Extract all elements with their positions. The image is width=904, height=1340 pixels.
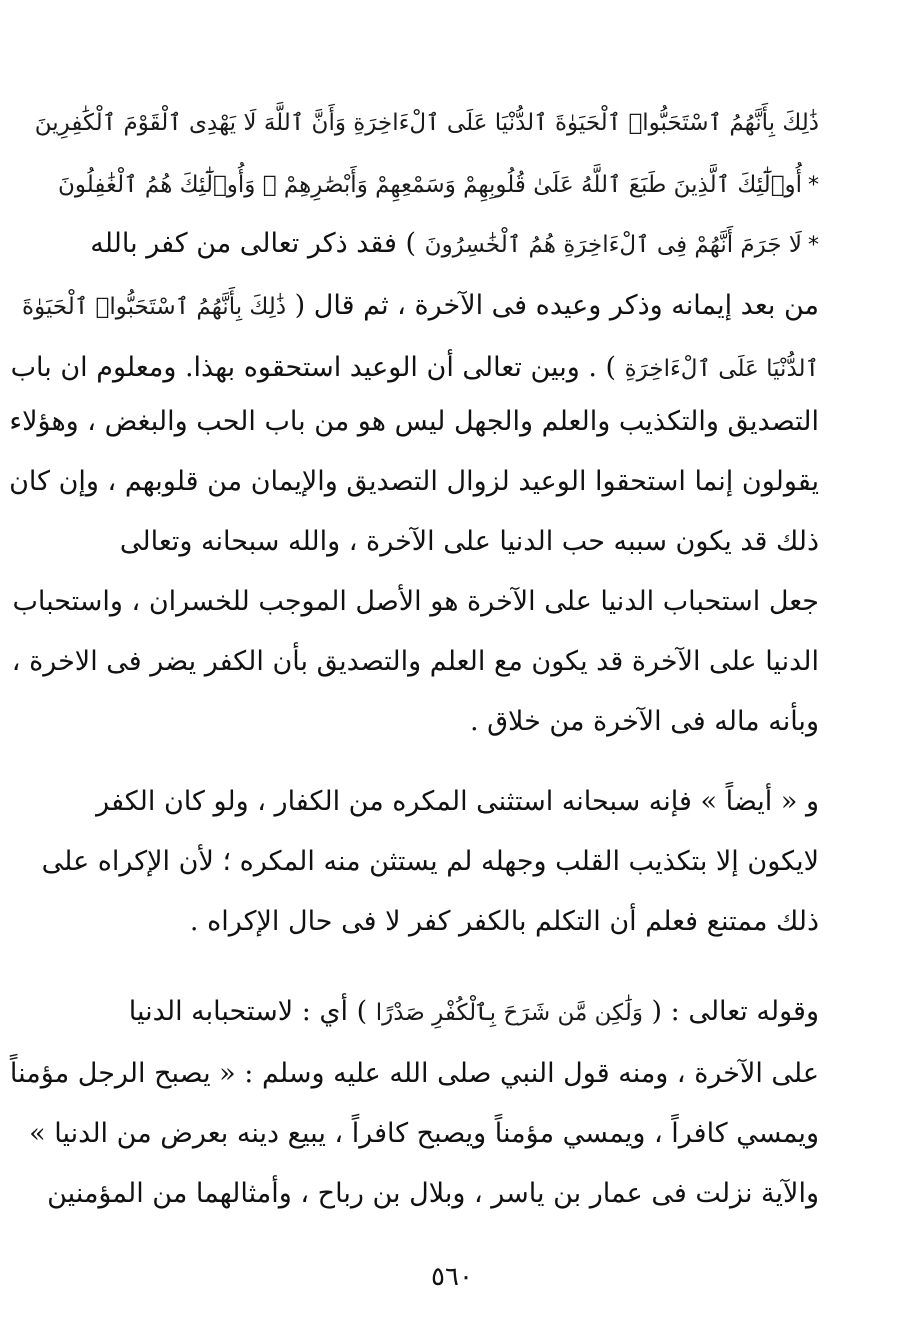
body-text: الدنيا على الآخرة قد يكون مع العلم والتصديق بأن الكفر يضر فى الاخرة ، — [11, 646, 819, 677]
text-line — [11, 640, 819, 684]
text-line — [9, 460, 819, 504]
body-text: والآية نزلت فى عمار بن ياسر ، وبلال بن رباح ، وأمثالهما من المؤمنين — [47, 1178, 819, 1209]
verse-star-icon: * — [808, 173, 819, 198]
body-text: ) فقد ذكر تعالى من كفر بالله — [90, 228, 425, 259]
body-text: التصديق والتكذيب والعلم والجهل ليس هو من باب الحب والبغض ، وهؤلاء — [9, 406, 819, 437]
body-text: جعل استحباب الدنيا على الآخرة هو الأصل الموجب للخسران ، واستحباب — [12, 586, 819, 617]
text-line — [70, 520, 819, 564]
body-text: وبأنه ماله فى الآخرة من خلاق . — [469, 706, 819, 737]
text-line — [9, 1052, 819, 1096]
text-line — [58, 162, 819, 208]
body-text: على الآخرة ، ومنه قول النبي صلى الله عليه وسلم : « يصبح الرجل مؤمناً — [9, 1058, 819, 1089]
verse-star-icon: * — [808, 233, 819, 258]
text-line — [34, 100, 819, 145]
body-text: ) أي : لاستحبابه الدنيا — [128, 996, 376, 1027]
quran-verse-text: وَلَٰكِن مَّن شَرَحَ بِٱلْكُفْرِ صَدْرًا — [375, 1000, 643, 1026]
text-line — [70, 780, 819, 824]
text-line — [47, 1172, 819, 1216]
text-line — [22, 284, 819, 329]
body-text: وقوله تعالى : ( — [642, 996, 819, 1027]
text-line — [9, 400, 819, 444]
quran-verse-text: ذَٰلِكَ بِأَنَّهُمُ ٱسْتَحَبُّوا۟ ٱلْحَيَوٰةَ ٱلدُّنْيَا عَلَى ٱلْءَاخِرَةِ وَأَنَّ ٱللَّهَ لَا يَهْدِى ٱلْقَوْمَ ٱلْكَٰفِرِينَ — [34, 110, 819, 136]
text-line — [70, 222, 819, 268]
body-text: لايكون إلا بتكذيب القلب وجهله لم يستثن منه المكره ؛ لأن الإكراه على — [41, 846, 819, 877]
text-line — [12, 580, 819, 624]
body-text: يقولون إنما استحقوا الوعيد لزوال التصديق والإيمان من قلوبهم ، وإن كان — [9, 466, 819, 497]
text-line — [10, 346, 819, 391]
body-text: ) . وبين تعالى أن الوعيد استحقوه بهذا. ومعلوم ان باب — [10, 352, 625, 383]
quran-verse-text: أُو۟لَٰٓئِكَ ٱلَّذِينَ طَبَعَ ٱللَّهُ عَلَىٰ قُلُوبِهِمْ وَسَمْعِهِمْ وَأَبْصَٰرِهِمْ ۖ وَأُو۟لَٰٓئِكَ هُمُ ٱلْغَٰفِلُونَ — [58, 172, 802, 198]
body-text: من بعد إيمانه وذكر وعيده فى الآخرة ، ثم قال ( — [286, 290, 819, 321]
body-text: ذلك ممتنع فعلم أن التكلم بالكفر كفر لا فى حال الإكراه . — [189, 906, 819, 937]
body-text: ذلك قد يكون سببه حب الدنيا على الآخرة ، والله سبحانه وتعالى — [119, 526, 819, 557]
body-text: ويمسي كافراً ، ويمسي مؤمناً ويصبح كافراً ، يبيع دينه بعرض من الدنيا » — [29, 1118, 819, 1149]
quran-verse-text: ٱلدُّنْيَا عَلَى ٱلْءَاخِرَةِ — [624, 356, 819, 382]
quran-verse-text: لَا جَرَمَ أَنَّهُمْ فِى ٱلْءَاخِرَةِ هُمُ ٱلْخَٰسِرُونَ — [424, 232, 802, 258]
text-line — [70, 700, 819, 744]
text-line — [70, 900, 819, 944]
text-line — [70, 990, 819, 1035]
page-number: ٥٦٠ — [431, 1262, 473, 1292]
quran-verse-text: ذَٰلِكَ بِأَنَّهُمُ ٱسْتَحَبُّوا۟ ٱلْحَيَوٰةَ — [22, 294, 287, 320]
text-line — [41, 840, 819, 884]
body-text: و « أيضاً » فإنه سبحانه استثنى المكره من الكفار ، ولو كان الكفر — [96, 786, 819, 817]
text-line — [29, 1112, 819, 1156]
